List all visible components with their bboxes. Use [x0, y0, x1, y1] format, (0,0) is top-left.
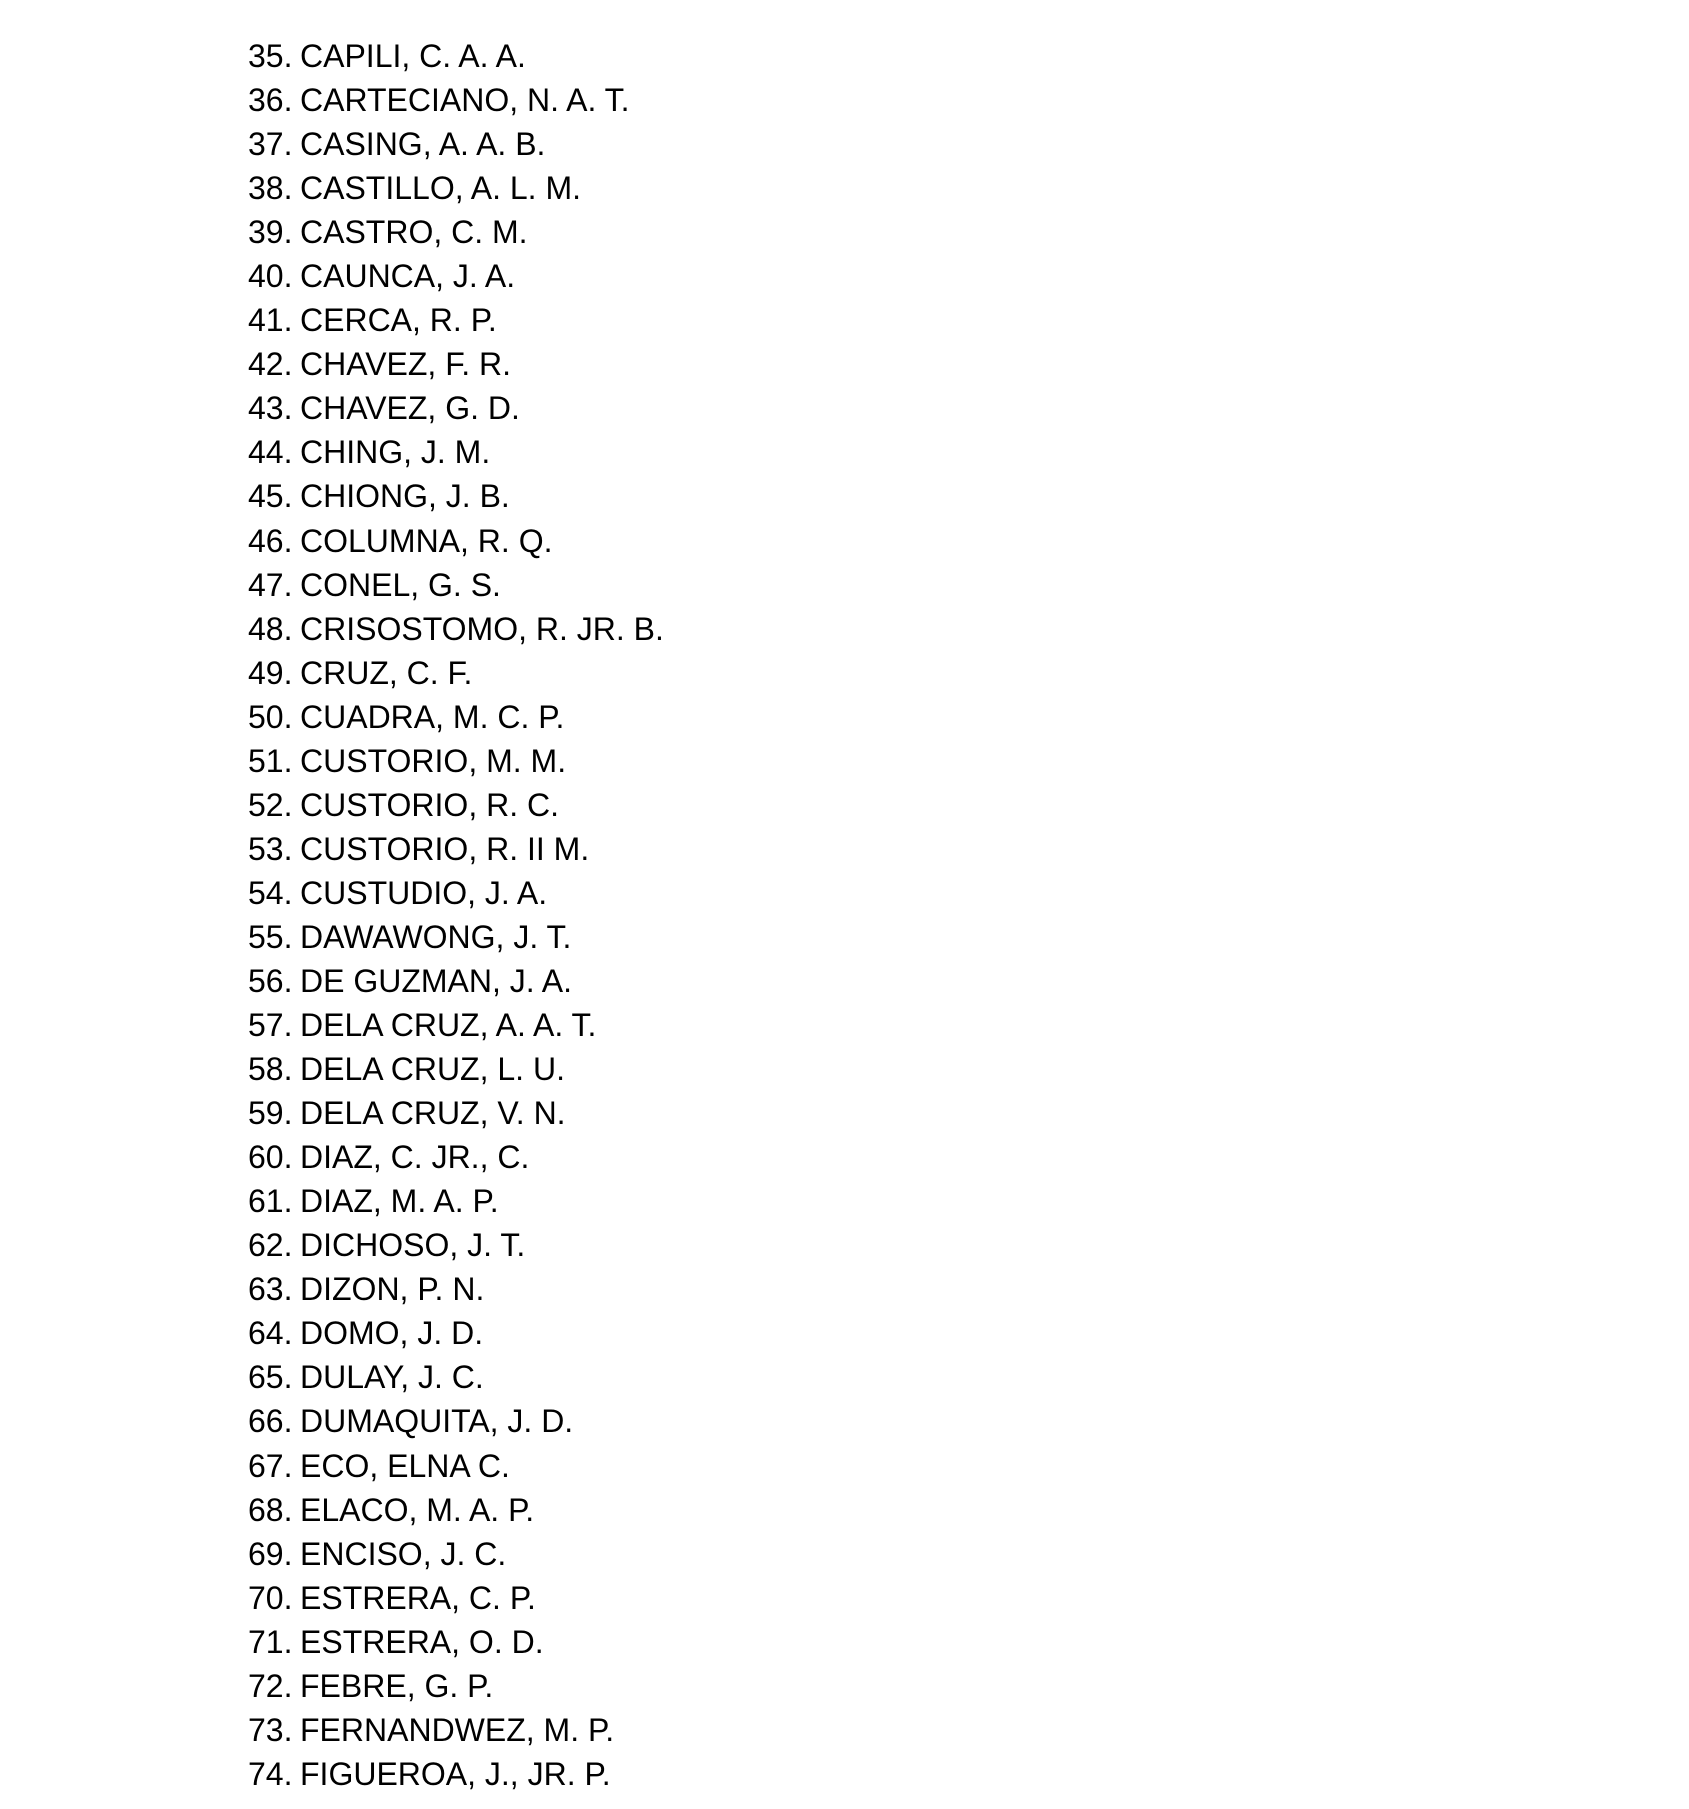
list-item: [248, 1267, 664, 1311]
list-item: [248, 651, 664, 695]
list-item-name: CHING, J. M.: [300, 434, 491, 471]
list-item: [248, 34, 664, 78]
list-item-number: 50.: [248, 698, 293, 735]
list-item-number: 69.: [248, 1535, 293, 1572]
list-item: [248, 1091, 664, 1135]
list-item-number: 68.: [248, 1491, 293, 1528]
list-item: [248, 1532, 664, 1576]
list-item: [248, 1355, 664, 1399]
list-item-name: FERNANDWEZ, M. P.: [300, 1711, 615, 1748]
list-item-name: DELA CRUZ, A. A. T.: [300, 1007, 597, 1044]
list-item-name: CAPILI, C. A. A.: [300, 38, 526, 74]
list-item-name: FEBRE, G. P.: [300, 1667, 494, 1704]
list-item-number: 41.: [248, 302, 293, 339]
list-item-name: CUSTORIO, R. II M.: [300, 830, 590, 867]
list-item-name: CRUZ, C. F.: [300, 654, 473, 691]
list-item-number: 46.: [248, 522, 293, 559]
list-item: [248, 474, 664, 518]
list-item-number: 38.: [248, 170, 293, 207]
list-item-number: 37.: [248, 126, 293, 163]
list-item: [248, 1135, 664, 1179]
list-item-name: CRISOSTOMO, R. JR. B.: [300, 610, 664, 647]
list-item-number: 73.: [248, 1711, 293, 1748]
list-item-name: CAUNCA, J. A.: [300, 258, 516, 295]
list-item-name: ELACO, M. A. P.: [300, 1491, 535, 1528]
list-item-name: CERCA, R. P.: [300, 302, 497, 339]
list-item-number: 39.: [248, 214, 293, 251]
list-item-name: DUMAQUITA, J. D.: [300, 1403, 574, 1440]
list-item-name: CHAVEZ, G. D.: [300, 390, 520, 427]
list-item-number: 70.: [248, 1579, 293, 1616]
list-item-number: 43.: [248, 390, 293, 427]
list-item-name: DICHOSO, J. T.: [300, 1227, 526, 1264]
list-item: [248, 563, 664, 607]
list-item-name: DELA CRUZ, L. U.: [300, 1051, 565, 1088]
list-item-name: CUSTORIO, R. C.: [300, 786, 559, 823]
list-item-number: 64.: [248, 1315, 293, 1352]
list-item: [248, 827, 664, 871]
list-item: [248, 1708, 664, 1752]
list-item-name: DIAZ, M. A. P.: [300, 1183, 499, 1220]
list-item: [248, 1311, 664, 1355]
list-item-number: 40.: [248, 258, 293, 295]
list-item: [248, 695, 664, 739]
list-item-number: 71.: [248, 1623, 293, 1660]
list-item-name: ESTRERA, O. D.: [300, 1623, 544, 1660]
list-item: [248, 1444, 664, 1488]
list-item-number: 56.: [248, 962, 293, 999]
list-item-number: 65.: [248, 1359, 293, 1396]
list-item: [248, 1003, 664, 1047]
list-item-name: CASTRO, C. M.: [300, 214, 528, 251]
list-item: [248, 871, 664, 915]
list-item-name: CHAVEZ, F. R.: [300, 346, 511, 383]
list-item: [248, 1576, 664, 1620]
list-item-number: 48.: [248, 610, 293, 647]
list-item: [248, 254, 664, 298]
name-list: [248, 34, 664, 1796]
list-item-number: 55.: [248, 918, 293, 955]
list-item-name: ECO, ELNA C.: [300, 1447, 510, 1484]
list-item: [248, 1620, 664, 1664]
list-item: [248, 298, 664, 342]
list-item: [248, 915, 664, 959]
list-item-name: CUSTORIO, M. M.: [300, 742, 567, 779]
list-item-name: CASTILLO, A. L. M.: [300, 170, 581, 207]
list-item-number: 59.: [248, 1095, 293, 1132]
list-item-number: 42.: [248, 346, 293, 383]
list-item: [248, 519, 664, 563]
list-item-number: 72.: [248, 1667, 293, 1704]
list-item-number: 57.: [248, 1007, 293, 1044]
list-item: [248, 1047, 664, 1091]
list-item: [248, 122, 664, 166]
list-item-number: 58.: [248, 1051, 293, 1088]
list-item-name: CASING, A. A. B.: [300, 126, 546, 163]
list-item-name: CONEL, G. S.: [300, 566, 501, 603]
list-item-number: 60.: [248, 1139, 293, 1176]
list-item-number: 51.: [248, 742, 293, 779]
list-item: [248, 1488, 664, 1532]
list-item: [248, 1399, 664, 1443]
list-item: [248, 959, 664, 1003]
list-item-name: CARTECIANO, N. A. T.: [300, 82, 630, 119]
list-item: [248, 607, 664, 651]
list-item-name: DELA CRUZ, V. N.: [300, 1095, 566, 1132]
list-item: [248, 430, 664, 474]
list-item: [248, 386, 664, 430]
list-item: [248, 166, 664, 210]
list-item-name: ENCISO, J. C.: [300, 1535, 507, 1572]
list-item: [248, 342, 664, 386]
list-item: [248, 210, 664, 254]
list-item-name: DIAZ, C. JR., C.: [300, 1139, 530, 1176]
list-item: [248, 739, 664, 783]
list-item: [248, 1223, 664, 1267]
list-item-number: 44.: [248, 434, 293, 471]
list-item-name: DULAY, J. C.: [300, 1359, 484, 1396]
list-item-number: 52.: [248, 786, 293, 823]
list-item-number: 63.: [248, 1271, 293, 1308]
list-item-number: 35.: [248, 38, 293, 74]
list-item-name: DE GUZMAN, J. A.: [300, 962, 573, 999]
list-item-number: 66.: [248, 1403, 293, 1440]
list-item-name: COLUMNA, R. Q.: [300, 522, 553, 559]
list-item-name: CHIONG, J. B.: [300, 478, 510, 515]
list-item-name: DOMO, J. D.: [300, 1315, 484, 1352]
list-item-number: 74.: [248, 1755, 293, 1792]
list-item: [248, 78, 664, 122]
list-item: [248, 1664, 664, 1708]
list-item-number: 45.: [248, 478, 293, 515]
list-item: [248, 1179, 664, 1223]
list-item-number: 62.: [248, 1227, 293, 1264]
list-item: [248, 1752, 664, 1796]
list-item-number: 54.: [248, 874, 293, 911]
list-item-number: 61.: [248, 1183, 293, 1220]
list-item-name: DAWAWONG, J. T.: [300, 918, 572, 955]
list-item-name: DIZON, P. N.: [300, 1271, 485, 1308]
list-item-number: 36.: [248, 82, 293, 119]
list-item-name: ESTRERA, C. P.: [300, 1579, 536, 1616]
list-item: [248, 783, 664, 827]
list-item-number: 49.: [248, 654, 293, 691]
list-item-name: CUADRA, M. C. P.: [300, 698, 565, 735]
list-item-number: 67.: [248, 1447, 293, 1484]
list-item-name: FIGUEROA, J., JR. P.: [300, 1755, 611, 1792]
list-item-number: 53.: [248, 830, 293, 867]
list-item-number: 47.: [248, 566, 293, 603]
list-item-name: CUSTUDIO, J. A.: [300, 874, 548, 911]
